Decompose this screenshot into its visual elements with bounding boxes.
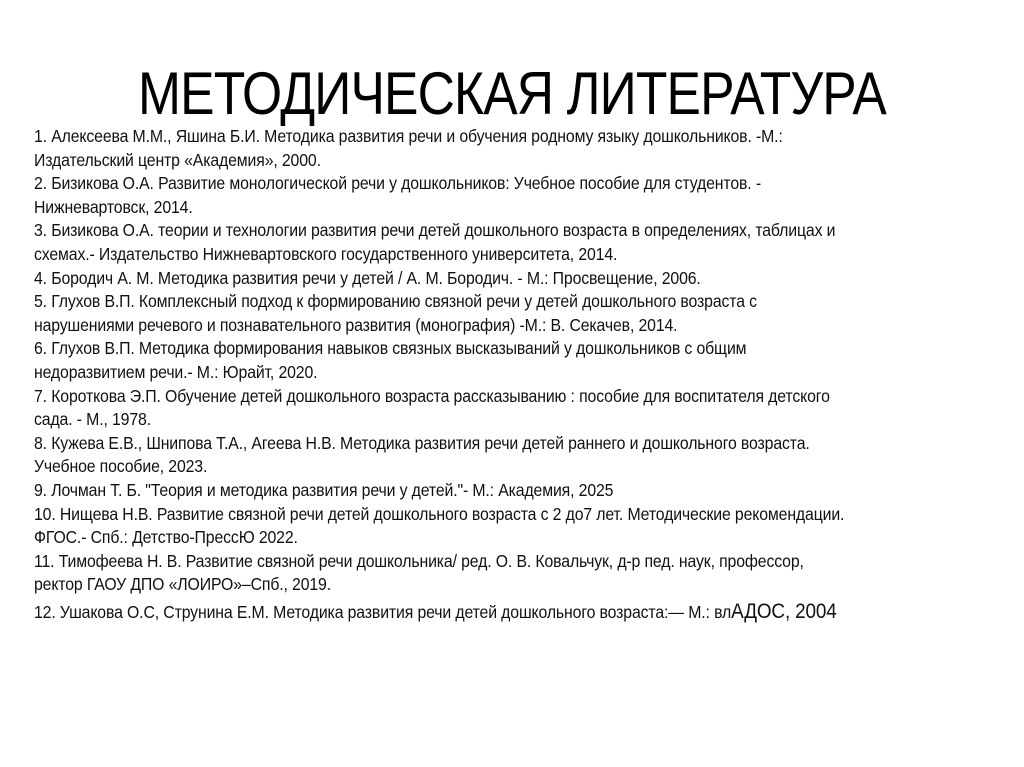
reference-line: Нижневартовск, 2014. xyxy=(34,196,193,217)
reference-item-3 xyxy=(34,219,925,266)
reference-item-5 xyxy=(34,290,925,337)
reference-item-11 xyxy=(34,550,925,597)
reference-line: 9. Лочман Т. Б. "Теория и методика развития речи у детей."- М.: Академия, 2025 xyxy=(34,479,614,500)
reference-line: Учебное пособие, 2023. xyxy=(34,456,208,477)
reference-item-9 xyxy=(34,479,925,503)
reference-item-6 xyxy=(34,337,925,384)
reference-text-large: АДОС, 2004 xyxy=(731,599,837,623)
reference-line: 7. Короткова Э.П. Обучение детей дошкольного возраста рассказыванию : пособие для воспитателя детского xyxy=(34,385,830,406)
reference-line: 2. Бизикова О.А. Развитие монологической речи у дошкольников: Учебное пособие для студентов. - xyxy=(34,173,761,194)
reference-line: 11. Тимофеева Н. В. Развитие связной речи дошкольника/ ред. О. В. Ковальчук, д-р пед. наук, профессор, xyxy=(34,550,804,571)
reference-line: 3. Бизикова О.А. теории и технологии развития речи детей дошкольного возраста в определениях, таблицах и xyxy=(34,220,836,241)
reference-line: 10. Нищева Н.В. Развитие связной речи детей дошкольного возраста с 2 до7 лет. Методические рекомендации. xyxy=(34,503,845,524)
reference-line: Издательский центр «Академия», 2000. xyxy=(34,149,321,170)
reference-text: 12. Ушакова О.С, Струнина Е.М. Методика развития речи детей дошкольного возраста:— М.: вл xyxy=(34,601,732,622)
reference-item-1 xyxy=(34,125,925,172)
reference-line: ФГОС.- Спб.: Детство-ПрессЮ 2022. xyxy=(34,527,298,548)
reference-line: недоразвитием речи.- М.: Юрайт, 2020. xyxy=(34,361,318,382)
reference-line: 4. Бородич А. М. Методика развития речи у детей / А. М. Бородич. - М.: Просвещение, 2006. xyxy=(34,267,701,288)
reference-item-7 xyxy=(34,385,925,432)
reference-line: 1. Алексеева М.М., Яшина Б.И. Методика развития речи и обучения родному языку дошкольников. -М.: xyxy=(34,126,783,146)
reference-item-8 xyxy=(34,432,925,479)
reference-line: сада. - М., 1978. xyxy=(34,409,151,430)
reference-item-2 xyxy=(34,172,925,219)
reference-line: 5. Глухов В.П. Комплексный подход к формированию связной речи у детей дошкольного возраста с xyxy=(34,291,757,312)
reference-item-4 xyxy=(34,267,925,291)
reference-line: 8. Кужева Е.В., Шнипова Т.А., Агеева Н.В. Методика развития речи детей раннего и дошкольного возраста. xyxy=(34,432,810,453)
reference-line: 6. Глухов В.П. Методика формирования навыков связных высказываний у дошкольников с общим xyxy=(34,338,747,359)
reference-line xyxy=(34,600,925,624)
slide-title: МЕТОДИЧЕСКАЯ ЛИТЕРАТУРА xyxy=(138,60,886,127)
reference-line: ректор ГАОУ ДПО «ЛОИРО»–Спб., 2019. xyxy=(34,574,331,595)
reference-line: схемах.- Издательство Нижневартовского государственного университета, 2014. xyxy=(34,243,618,264)
reference-item-12 xyxy=(34,600,925,624)
reference-item-10 xyxy=(34,503,925,550)
reference-line: нарушениями речевого и познавательного развития (монография) -М.: В. Секачев, 2014. xyxy=(34,314,678,335)
reference-list xyxy=(34,125,925,623)
